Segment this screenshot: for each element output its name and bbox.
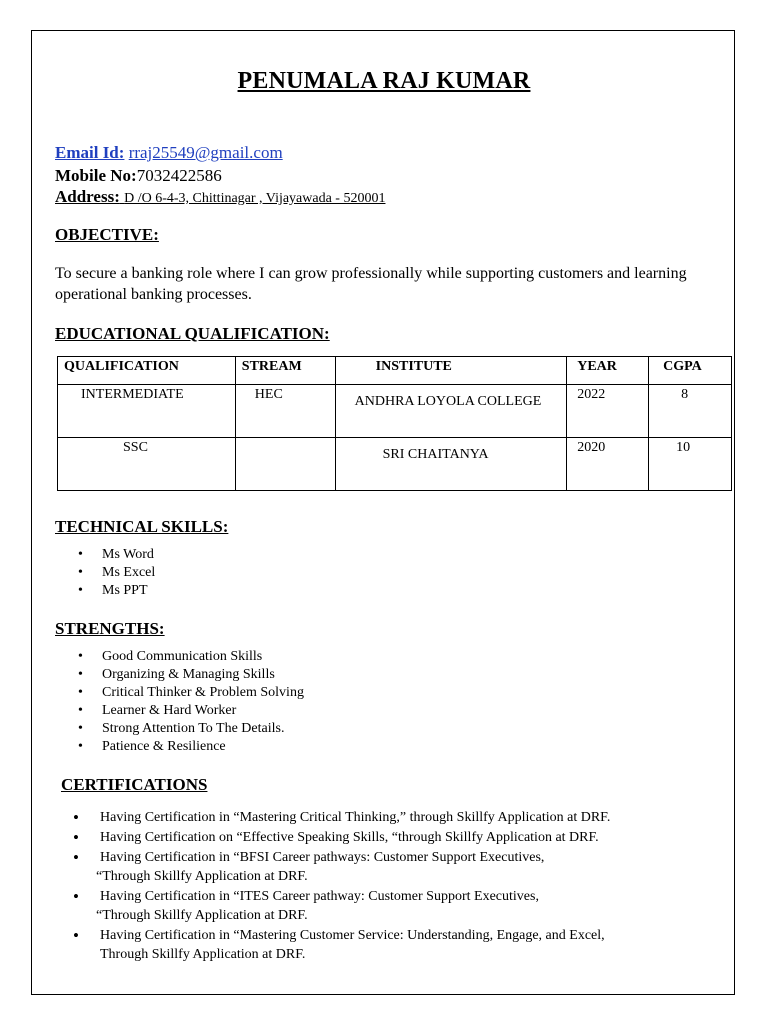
list-item: • Learner & Hard Worker <box>78 702 304 720</box>
list-item <box>73 926 713 964</box>
list-item: • Ms Word <box>78 546 155 564</box>
cell-qualification: SSC <box>123 440 148 455</box>
address-label: Address: <box>55 187 120 206</box>
cell-stream <box>236 438 335 440</box>
address-value: D /O 6-4-3, Chittinagar , Vijayawada - 520001 <box>124 191 386 206</box>
col-header-institute: INSTITUTE <box>335 357 567 385</box>
table-row <box>58 385 732 438</box>
cell-year: 2020 <box>577 440 606 455</box>
strengths-heading: STRENGTHS: <box>55 619 165 638</box>
cell-cgpa: 8 <box>681 387 689 402</box>
col-header-qualification: QUALIFICATION <box>58 357 236 385</box>
cert-line: Having Certification in “ITES Career pathway: Customer Support Executives, <box>100 889 539 904</box>
email-link[interactable]: rraj25549@gmail.com <box>128 143 283 162</box>
list-item: • Patience & Resilience <box>78 738 304 756</box>
col-header-stream: STREAM <box>235 357 335 385</box>
email-line <box>55 143 283 163</box>
strengths-list <box>78 648 304 756</box>
list-item: • Ms PPT <box>78 582 155 600</box>
cell-cgpa: 10 <box>676 440 691 455</box>
list-item <box>73 887 713 925</box>
cert-line-continued: Through Skillfy Application at DRF. <box>100 947 306 962</box>
certifications-heading: CERTIFICATIONS <box>61 775 208 794</box>
cert-line-continued: “Through Skillfy Application at DRF. <box>96 908 308 923</box>
col-header-cgpa: CGPA <box>649 357 732 385</box>
candidate-name: PENUMALA RAJ KUMAR <box>237 68 531 94</box>
cell-qualification: INTERMEDIATE <box>81 387 184 402</box>
education-heading: EDUCATIONAL QUALIFICATION: <box>55 324 330 343</box>
email-label: Email Id: <box>55 143 125 162</box>
technical-skills-heading: TECHNICAL SKILLS: <box>55 517 229 536</box>
mobile-value: 7032422586 <box>136 166 222 185</box>
list-item: • Organizing & Managing Skills <box>78 666 304 684</box>
list-item <box>73 808 713 827</box>
objective-text: To secure a banking role where I can grow professionally while supporting customers and learning operational banking processes. <box>55 265 687 303</box>
list-item: • Strong Attention To The Details. <box>78 720 304 738</box>
cell-institute: SRI CHAITANYA <box>382 447 489 462</box>
list-item: • Critical Thinker & Problem Solving <box>78 684 304 702</box>
cert-line-continued: “Through Skillfy Application at DRF. <box>96 869 308 884</box>
cell-institute: ANDHRA LOYOLA COLLEGE <box>354 394 542 409</box>
certifications-list <box>73 808 713 965</box>
table-row <box>58 438 732 491</box>
list-item <box>73 828 713 847</box>
address-line <box>55 187 385 207</box>
cell-year: 2022 <box>577 387 606 402</box>
list-item: • Ms Excel <box>78 564 155 582</box>
cell-stream: HEC <box>254 387 283 402</box>
table-header-row <box>58 357 732 385</box>
list-item <box>73 848 713 886</box>
mobile-line <box>55 166 222 186</box>
objective-heading: OBJECTIVE: <box>55 225 159 244</box>
list-item: • Good Communication Skills <box>78 648 304 666</box>
col-header-year: YEAR <box>567 357 649 385</box>
technical-skills-list <box>78 546 155 600</box>
cert-line: Having Certification in “Mastering Customer Service: Understanding, Engage, and Excel, <box>100 928 605 943</box>
cert-line: Having Certification on “Effective Speaking Skills, “through Skillfy Application at DRF. <box>100 830 599 845</box>
cert-line: Having Certification in “BFSI Career pathways: Customer Support Executives, <box>100 850 545 865</box>
cert-line: Having Certification in “Mastering Critical Thinking,” through Skillfy Application at DRF. <box>100 810 611 825</box>
mobile-label: Mobile No: <box>55 166 137 185</box>
education-table <box>57 356 732 491</box>
